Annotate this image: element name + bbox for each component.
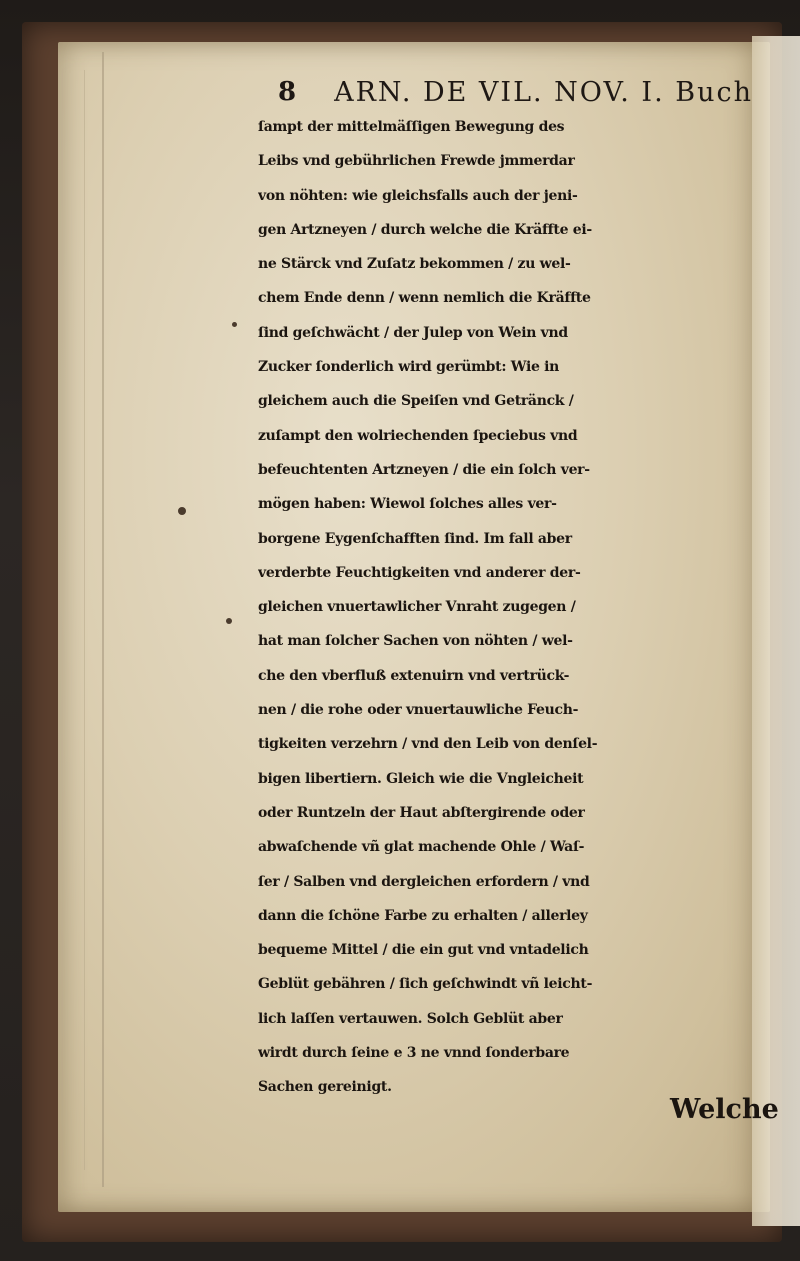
- text-line: ſer / Salben vnd dergleichen erfordern / vnd: [258, 873, 590, 890]
- text-line: bequeme Mittel / die ein gut vnd vntadelich: [258, 942, 589, 959]
- text-line: zuſampt den wolriechenden ſpeciebus vnd: [258, 427, 578, 444]
- text-line: gen Artzneyen / durch welche die Kräffte ei-: [258, 221, 592, 238]
- text-line: mögen haben: Wiewol ſolches alles ver-: [258, 496, 557, 513]
- page-edge-line: [102, 52, 104, 1187]
- text-line: dann die ſchöne Farbe zu erhalten / allerley: [258, 907, 588, 924]
- running-head: ARN. DE VIL. NOV. I. Buch: [334, 76, 753, 108]
- text-line: verderbte Feuchtigkeiten vnd anderer der-: [258, 564, 581, 581]
- page-header: [278, 72, 753, 112]
- text-line: borgene Eygenſchafften ſind. Im fall aber: [258, 530, 572, 547]
- text-line: abwaſchende vñ glat machende Ohle / Waſ-: [258, 839, 585, 856]
- text-line: von nöhten: wie gleichsfalls auch der jeni-: [258, 187, 578, 204]
- body-text: [258, 110, 758, 1105]
- text-line: Zucker ſonderlich wird gerümbt: Wie in: [258, 359, 560, 376]
- page-number: 8: [278, 77, 297, 107]
- text-line: Sachen gereinigt.: [258, 1079, 392, 1096]
- text-line: ne Stärck vnd Zuſatz bekommen / zu wel-: [258, 256, 571, 273]
- facing-page-edge: [752, 36, 800, 1226]
- ink-spot: [226, 618, 232, 624]
- text-line: gleichen vnuertawlicher Vnraht zugegen /: [258, 599, 576, 616]
- text-line: lich laſſen vertauwen. Solch Geblüt aber: [258, 1010, 563, 1027]
- text-line: wirdt durch ſeine e 3 ne vnnd ſonderbare: [258, 1045, 570, 1062]
- text-line: hat man ſolcher Sachen von nöhten / wel-: [258, 633, 573, 650]
- text-line: chem Ende denn / wenn nemlich die Kräffte: [258, 290, 591, 307]
- text-line: ſind geſchwächt / der Julep von Wein vnd: [258, 324, 568, 341]
- text-line: che den vberfluß extenuirn vnd vertrück-: [258, 667, 570, 684]
- ink-spot: [232, 322, 237, 327]
- page-edge-line: [84, 70, 85, 1170]
- text-line: bigen libertiern. Gleich wie die Vngleicheit: [258, 770, 584, 787]
- text-line: ſampt der mittelmäſſigen Bewegung des: [258, 119, 565, 135]
- text-line: gleichem auch die Speiſen vnd Getränck /: [258, 393, 574, 410]
- text-line: nen / die rohe oder vnuertauwliche Feuch-: [258, 702, 579, 719]
- catchword: Welche: [670, 1094, 779, 1125]
- text-line: tigkeiten verzehrn / vnd den Leib von denſel-: [258, 736, 598, 753]
- text-line: befeuchtenten Artzneyen / die ein ſolch ver-: [258, 461, 590, 478]
- text-line: Leibs vnd gebührlichen Frewde jmmerdar: [258, 153, 575, 170]
- text-line: Geblüt gebähren / ſich geſchwindt vñ leicht-: [258, 976, 593, 993]
- ink-spot: [178, 507, 186, 515]
- text-line: oder Runtzeln der Haut abſtergirende oder: [258, 804, 585, 821]
